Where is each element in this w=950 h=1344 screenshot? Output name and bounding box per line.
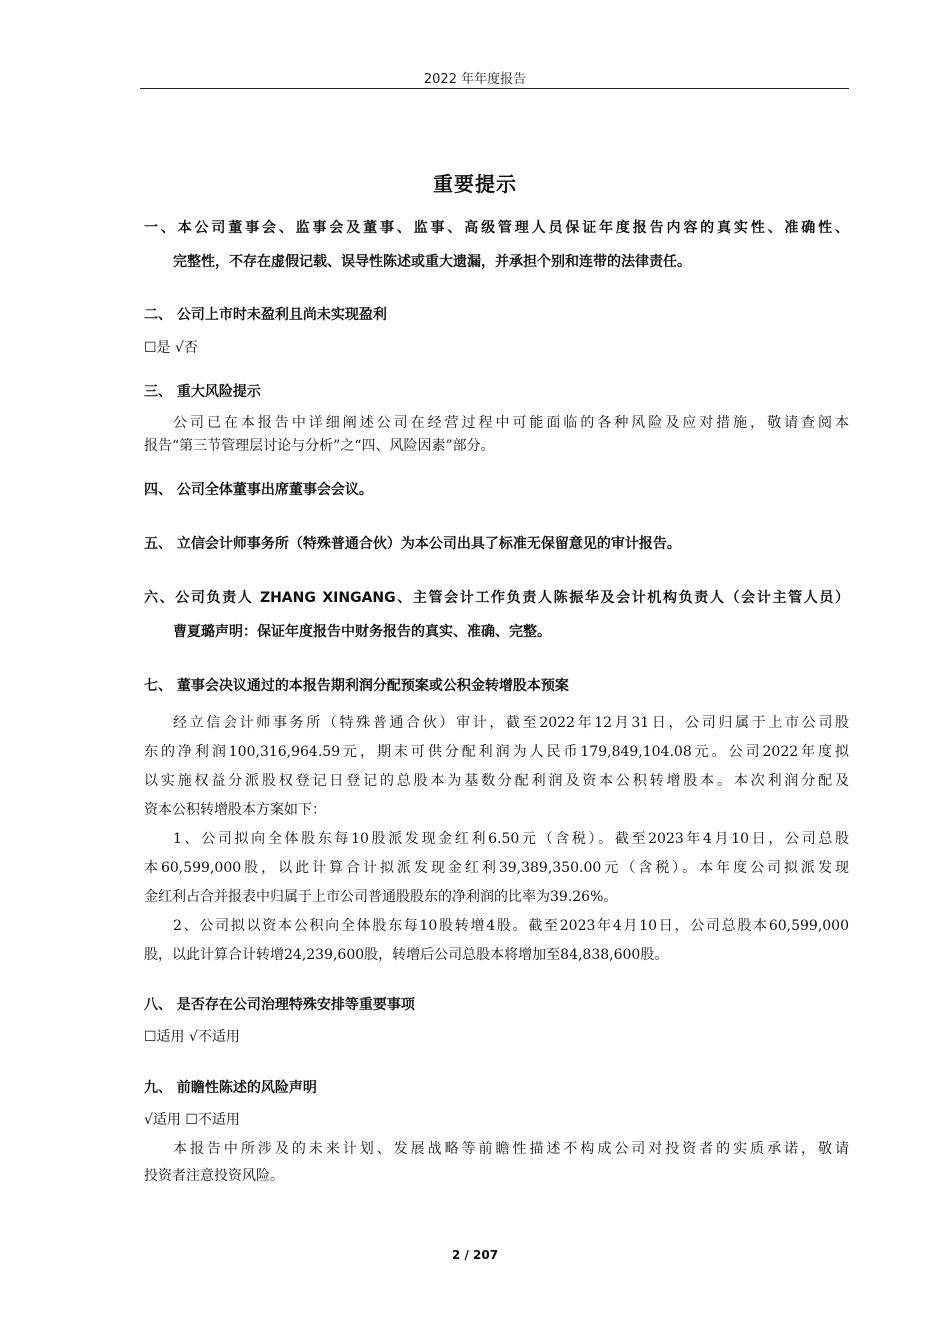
page-header: 2022 年年度报告 bbox=[423, 72, 527, 87]
section-8-heading: 八、 是否存在公司治理特殊安排等重要事项 bbox=[144, 997, 415, 1013]
section-5-heading: 五、 立信会计师事务所（特殊普通合伙）为本公司出具了标准无保留意见的审计报告。 bbox=[144, 536, 681, 552]
section-7-p2-line-1: 1、公司拟向全体股东每10股派发现金红利6.50元（含税）。截至2023年4月10日，公司总股 bbox=[173, 831, 849, 847]
section-7-p1-line-3: 以实施权益分派股权登记日登记的总股本为基数分配利润及资本公积转增股本。本次利润分配及 bbox=[144, 773, 849, 789]
section-7-p2-line-2: 本60,599,000股，以此计算合计拟派发现金红利39,389,350.00元（含税）。本年度公司拟派发现 bbox=[144, 860, 849, 876]
section-8-options: ☐适用 √不适用 bbox=[144, 1029, 240, 1045]
section-1-line-2: 完整性，不存在虚假记载、误导性陈述或重大遗漏，并承担个别和连带的法律责任。 bbox=[173, 254, 691, 270]
page-number: 2 / 207 bbox=[451, 1248, 499, 1262]
section-2-heading: 二、 公司上市时未盈利且尚未实现盈利 bbox=[144, 307, 387, 323]
section-9-line-1: 本报告中所涉及的未来计划、发展战略等前瞻性描述不构成公司对投资者的实质承诺，敬请 bbox=[173, 1141, 849, 1157]
section-7-p3-line-1: 2、公司拟以资本公积向全体股东每10股转增4股。截至2023年4月10日，公司总股本60,599,000 bbox=[173, 918, 849, 934]
section-3-line-2: 报告“第三节管理层讨论与分析”之“四、风险因素”部分。 bbox=[144, 438, 495, 454]
section-2-options: ☐是 √否 bbox=[144, 340, 198, 356]
section-6-line-2: 曹夏璐声明：保证年度报告中财务报告的真实、准确、完整。 bbox=[173, 624, 551, 640]
header-rule bbox=[140, 88, 849, 89]
section-9-options: √适用 ☐不适用 bbox=[144, 1112, 240, 1128]
section-7-heading: 七、 董事会决议通过的本报告期利润分配预案或公积金转增股本预案 bbox=[144, 678, 569, 694]
section-7-p1-line-2: 东的净利润100,316,964.59元，期末可供分配利润为人民币179,849,104.08元。公司2022年度拟 bbox=[144, 744, 849, 760]
section-1-line-1: 一、本公司董事会、监事会及董事、监事、高级管理人员保证年度报告内容的真实性、准确性、 bbox=[144, 220, 849, 236]
section-3-line-1: 公司已在本报告中详细阐述公司在经营过程中可能面临的各种风险及应对措施，敬请查阅本 bbox=[173, 415, 849, 431]
section-7-p1-line-1: 经立信会计师事务所（特殊普通合伙）审计，截至2022年12月31日，公司归属于上市公司股 bbox=[173, 715, 849, 731]
section-7-p2-line-3: 金红利占合并报表中归属于上市公司普通股股东的净利润的比率为39.26%。 bbox=[144, 889, 618, 905]
section-4-heading: 四、 公司全体董事出席董事会会议。 bbox=[144, 482, 373, 498]
section-7-p3-line-2: 股，以此计算合计转增24,239,600股，转增后公司总股本将增加至84,838,600股。 bbox=[144, 947, 669, 963]
section-9-line-2: 投资者注意投资风险。 bbox=[144, 1168, 284, 1184]
section-7-p1-line-4: 资本公积转增股本方案如下： bbox=[144, 802, 326, 818]
section-3-heading: 三、 重大风险提示 bbox=[144, 384, 261, 400]
page-title: 重要提示 bbox=[433, 172, 517, 196]
section-9-heading: 九、 前瞻性陈述的风险声明 bbox=[144, 1080, 317, 1096]
section-6-line-1: 六、公司负责人 ZHANG XINGANG、主管会计工作负责人陈振华及会计机构负责人（会计主管人员） bbox=[144, 590, 849, 606]
